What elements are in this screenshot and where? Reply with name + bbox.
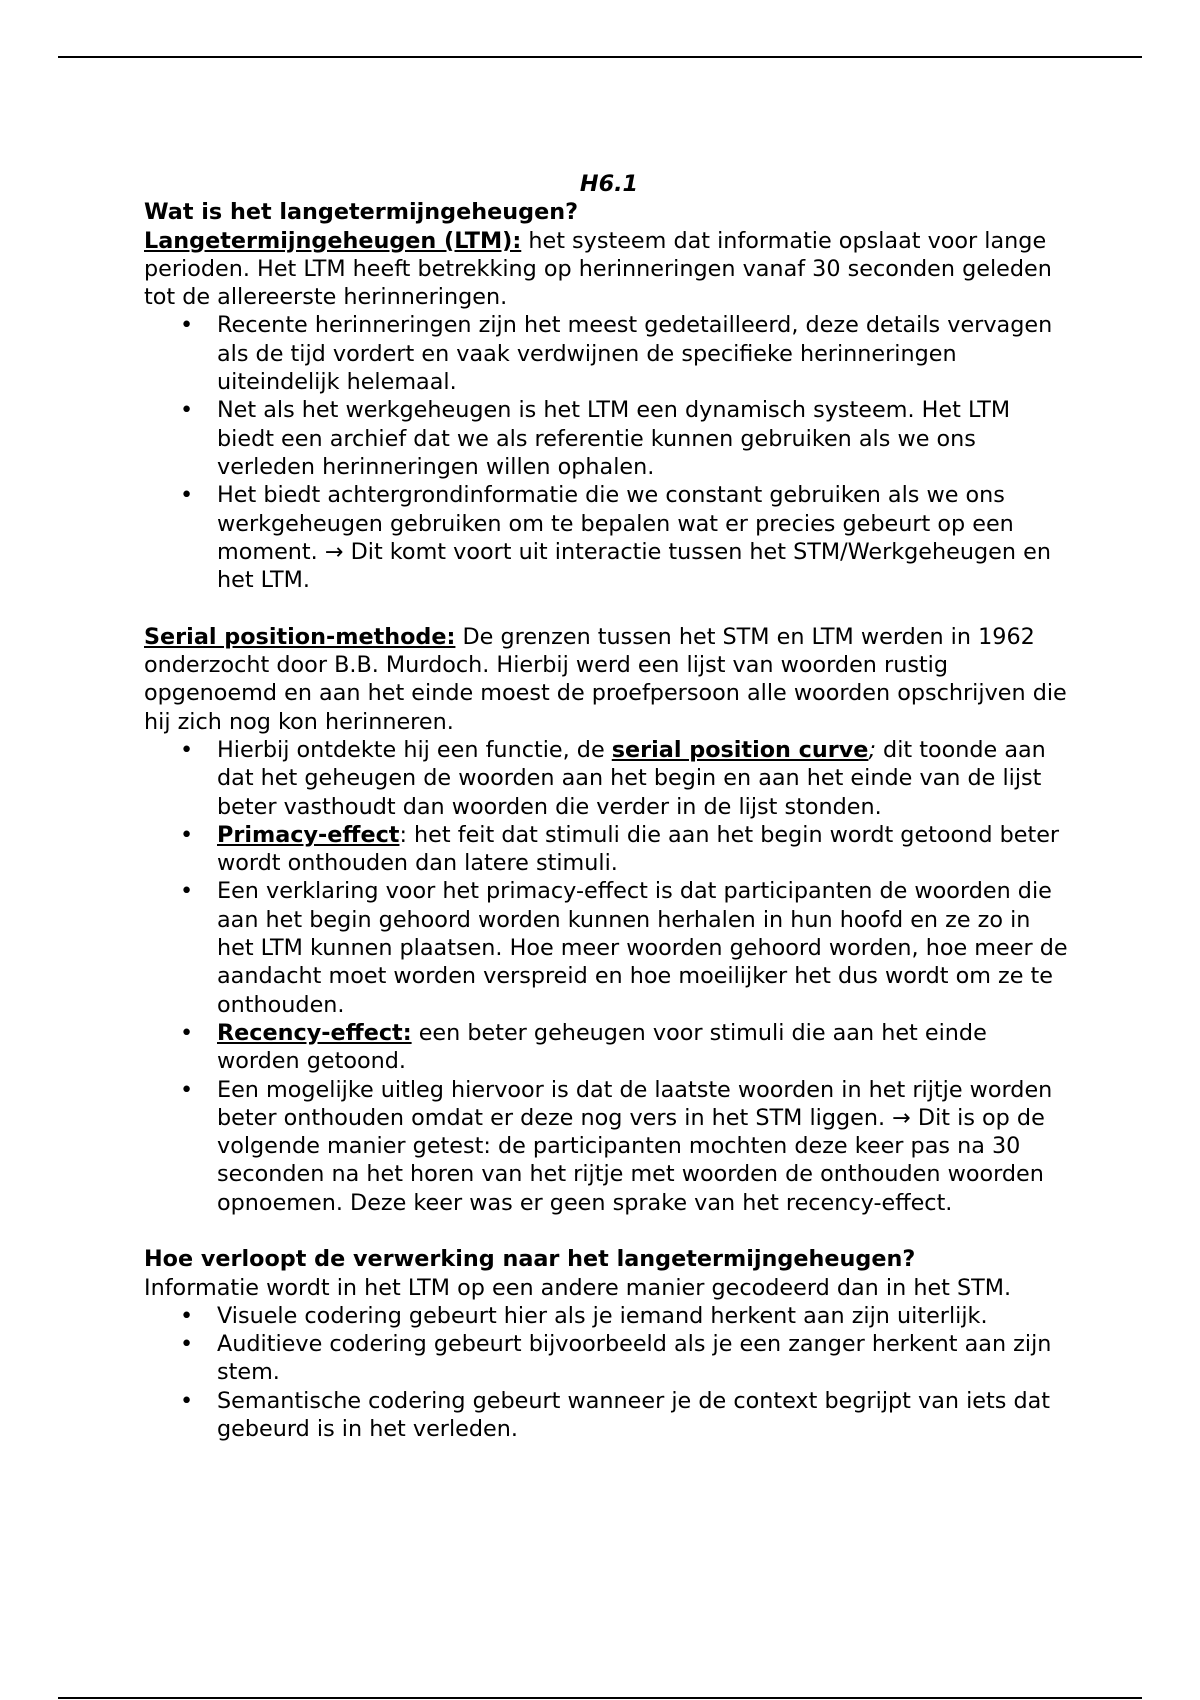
bullet-icon: •: [180, 482, 194, 509]
ltm-definition: [144, 227, 1074, 312]
document-body: [144, 170, 1074, 1443]
bullet-icon: •: [180, 1331, 194, 1358]
list-item: • Net als het werkgeheugen is het LTM een dynamisch systeem. Het LTM biedt een archief dat we als referentie kunnen gebruiken als we ons verleden herinneringen willen ophalen.: [180, 397, 1011, 480]
serial-position-paragraph: Serial position-methode: De grenzen tussen het STM en LTM werden in 1962 onderzocht door B.B. Murdoch. Hierbij werd een lijst van woorden rustig opgenoemd en aan het einde moest de proefpersoon alle woorden opschrijven die hij zich nog kon herinneren.: [144, 623, 1067, 735]
bullet-icon: •: [180, 312, 194, 339]
bullet-icon: •: [180, 1387, 194, 1414]
list-item: • Recency-effect: een beter geheugen voor stimuli die aan het einde worden getoond.: [180, 1019, 987, 1075]
bullet-icon: •: [180, 736, 194, 763]
bullet-icon: •: [180, 1019, 194, 1046]
paragraph-gap: [144, 1217, 1074, 1245]
bullet-icon: •: [180, 821, 194, 848]
list-item: • Recente herinneringen zijn het meest gedetailleerd, deze details vervagen als de tijd vordert en vaak verdwijnen de specifieke herinneringen uiteindelijk helemaal.: [180, 312, 1053, 396]
recency-effect-term: Recency-effect:: [217, 1019, 412, 1046]
ltm-bullet-list: [144, 311, 1074, 594]
ltm-definition-text: het systeem dat informatie opslaat voor lange perioden. Het LTM heeft betrekking op herinneringen vanaf 30 seconden geleden tot de allereerste herinneringen.: [144, 227, 1052, 311]
bullet-icon: •: [180, 397, 194, 424]
list-item: • Hierbij ontdekte hij een functie, de serial position curve; dit toonde aan dat het geheugen de woorden aan het begin en aan het einde van de lijst beter vasthoudt dan woorden die verder in de lijst stonden.: [180, 736, 1046, 820]
ltm-term: Langetermijngeheugen (LTM):: [144, 227, 522, 254]
encoding-paragraph: Informatie wordt in het LTM op een andere manier gecodeerd dan in het STM.: [144, 1274, 1012, 1301]
bullet-icon: •: [180, 1076, 194, 1103]
serial-position-term: Serial position-methode:: [144, 623, 456, 650]
encoding-bullet-list: [144, 1302, 1074, 1443]
list-item: • Semantische codering gebeurt wanneer je de context begrijpt van iets dat gebeurd is in het verleden.: [180, 1387, 1051, 1443]
paragraph-gap: [144, 594, 1074, 622]
chapter-title: H6.1: [579, 171, 639, 197]
list-item: • Auditieve codering gebeurt bijvoorbeeld als je een zanger herkent aan zijn stem.: [180, 1331, 1052, 1386]
header-rule: [58, 56, 1142, 58]
list-item: • Visuele codering gebeurt hier als je iemand herkent aan zijn uiterlijk.: [180, 1302, 988, 1329]
bullet-icon: •: [180, 878, 194, 905]
list-item: • Het biedt achtergrondinformatie die we constant gebruiken als we ons werkgeheugen gebruiken om te bepalen wat er precies gebeurt op een moment. → Dit komt voort uit interactie tussen het STM/Werkgeheugen en het LTM.: [180, 482, 1051, 594]
serial-position-bullet-list: [144, 736, 1074, 1217]
list-item: • Een verklaring voor het primacy-effect is dat participanten de woorden die aan het begin gehoord worden kunnen herhalen in hun hoofd en ze zo in het LTM kunnen plaatsen. Hoe meer woorden gehoord worden, hoe meer de aandacht moet worden verspreid en hoe moeilijker het dus wordt om ze te onthouden.: [180, 878, 1068, 1018]
bullet-icon: •: [180, 1302, 194, 1329]
primacy-effect-term: Primacy-effect: [217, 821, 400, 848]
list-item: • Primacy-effect: het feit dat stimuli die aan het begin wordt getoond beter wordt onthouden dan latere stimuli.: [180, 821, 1060, 877]
section-heading-ltm: Wat is het langetermijngeheugen?: [144, 199, 579, 226]
serial-position-curve-term: serial position curve: [611, 736, 869, 763]
list-item: • Een mogelijke uitleg hiervoor is dat de laatste woorden in het rijtje worden beter onthouden omdat er deze nog vers in het STM liggen. → Dit is op de volgende manier getest: de participanten mochten deze keer pas na 30 seconden na het horen van het rijtje met woorden de onthouden woorden opnoemen. Deze keer was er geen sprake van het recency-effect.: [180, 1076, 1053, 1216]
footer-rule: [58, 1697, 1142, 1699]
section-heading-encoding: Hoe verloopt de verwerking naar het langetermijngeheugen?: [144, 1246, 916, 1273]
